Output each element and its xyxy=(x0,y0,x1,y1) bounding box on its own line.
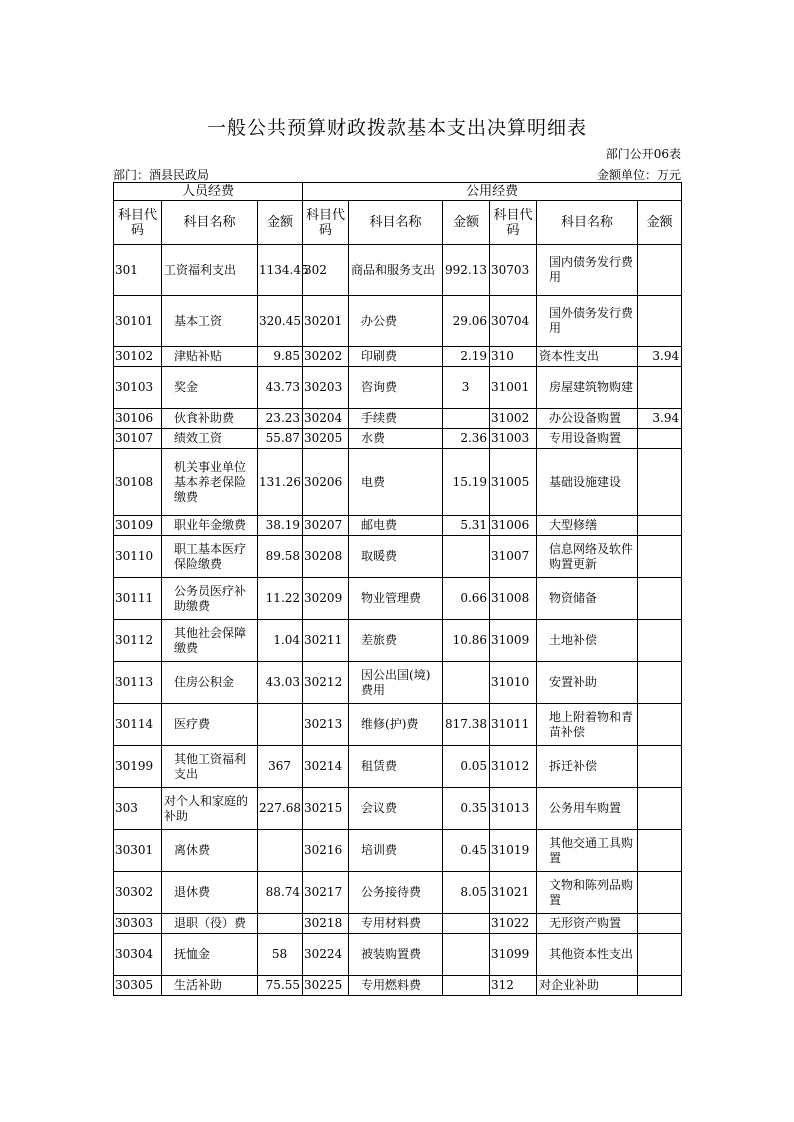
subject-code: 31006 xyxy=(490,516,537,536)
subject-code: 30204 xyxy=(303,409,349,429)
subject-code: 30107 xyxy=(114,429,162,449)
subject-code: 30103 xyxy=(114,367,162,409)
header-code: 科目代码 xyxy=(303,201,349,245)
subject-name: 生活补助 xyxy=(162,976,258,996)
subject-name: 文物和陈列品购置 xyxy=(537,872,638,914)
subject-name: 水费 xyxy=(349,429,443,449)
subject-name: 基础设施建设 xyxy=(537,449,638,516)
amount xyxy=(638,536,682,578)
subject-name: 办公费 xyxy=(349,296,443,347)
subject-code: 30209 xyxy=(303,578,349,620)
subject-code: 31007 xyxy=(490,536,537,578)
table-row xyxy=(114,367,682,409)
amount xyxy=(638,788,682,830)
table-row xyxy=(114,536,682,578)
amount xyxy=(638,245,682,296)
subject-name: 公务员医疗补助缴费 xyxy=(162,578,258,620)
subject-name: 住房公积金 xyxy=(162,662,258,704)
page-title: 一般公共预算财政拨款基本支出决算明细表 xyxy=(206,117,587,139)
amount xyxy=(638,429,682,449)
amount: 0.66 xyxy=(443,578,490,620)
subject-name: 绩效工资 xyxy=(162,429,258,449)
header-name: 科目名称 xyxy=(162,201,258,245)
subject-name: 职工基本医疗保险缴费 xyxy=(162,536,258,578)
subject-code: 30301 xyxy=(114,830,162,872)
table-row xyxy=(114,516,682,536)
amount xyxy=(443,662,490,704)
header-amount: 金额 xyxy=(638,201,682,245)
subject-code: 31003 xyxy=(490,429,537,449)
amount: 0.45 xyxy=(443,830,490,872)
subject-name: 国内债务发行费用 xyxy=(537,245,638,296)
subject-name: 商品和服务支出 xyxy=(349,245,443,296)
subject-name: 其他工资福利支出 xyxy=(162,746,258,788)
subject-name: 退职（役）费 xyxy=(162,914,258,934)
amount xyxy=(638,367,682,409)
subject-name: 对企业补助 xyxy=(537,976,638,996)
amount xyxy=(443,976,490,996)
subject-code: 30102 xyxy=(114,347,162,367)
subject-name: 其他资本性支出 xyxy=(537,934,638,976)
amount: 29.06 xyxy=(443,296,490,347)
subject-code: 302 xyxy=(303,245,349,296)
subject-code: 30201 xyxy=(303,296,349,347)
department-label: 部门：酒县民政局 xyxy=(113,168,210,182)
table-row xyxy=(114,620,682,662)
header-code: 科目代码 xyxy=(490,201,537,245)
amount-unit-label: 金额单位：万元 xyxy=(596,168,681,182)
amount: 131.26 xyxy=(258,449,303,516)
subject-code: 30703 xyxy=(490,245,537,296)
subject-code: 30110 xyxy=(114,536,162,578)
amount xyxy=(443,409,490,429)
amount: 43.73 xyxy=(258,367,303,409)
subject-name: 地上附着物和青苗补偿 xyxy=(537,704,638,746)
amount: 1.04 xyxy=(258,620,303,662)
amount xyxy=(638,976,682,996)
subject-name: 资本性支出 xyxy=(537,347,638,367)
amount xyxy=(443,536,490,578)
subject-name: 津贴补贴 xyxy=(162,347,258,367)
amount: 2.36 xyxy=(443,429,490,449)
subject-name: 咨询费 xyxy=(349,367,443,409)
subject-name: 抚恤金 xyxy=(162,934,258,976)
table-row xyxy=(114,245,682,296)
subject-name: 机关事业单位基本养老保险缴费 xyxy=(162,449,258,516)
subject-code: 31001 xyxy=(490,367,537,409)
subject-name: 邮电费 xyxy=(349,516,443,536)
subject-name: 电费 xyxy=(349,449,443,516)
amount xyxy=(638,914,682,934)
subject-code: 31010 xyxy=(490,662,537,704)
amount xyxy=(638,934,682,976)
amount: 320.45 xyxy=(258,296,303,347)
subject-name: 国外债务发行费用 xyxy=(537,296,638,347)
subject-code: 303 xyxy=(114,788,162,830)
subject-code: 30215 xyxy=(303,788,349,830)
subject-name: 公务用车购置 xyxy=(537,788,638,830)
amount: 11.22 xyxy=(258,578,303,620)
subject-name: 大型修缮 xyxy=(537,516,638,536)
subject-code: 312 xyxy=(490,976,537,996)
subject-code: 31009 xyxy=(490,620,537,662)
subject-code: 31002 xyxy=(490,409,537,429)
subject-code: 30218 xyxy=(303,914,349,934)
header-amount: 金额 xyxy=(258,201,303,245)
amount xyxy=(638,620,682,662)
subject-code: 30202 xyxy=(303,347,349,367)
table-row xyxy=(114,449,682,516)
amount xyxy=(638,449,682,516)
amount: 9.85 xyxy=(258,347,303,367)
subject-name: 专用材料费 xyxy=(349,914,443,934)
subject-name: 物业管理费 xyxy=(349,578,443,620)
subject-code: 31008 xyxy=(490,578,537,620)
subject-code: 31021 xyxy=(490,872,537,914)
table-row xyxy=(114,934,682,976)
subject-name: 专用燃料费 xyxy=(349,976,443,996)
subject-code: 30205 xyxy=(303,429,349,449)
amount xyxy=(443,914,490,934)
table-row xyxy=(114,409,682,429)
subject-name: 被装购置费 xyxy=(349,934,443,976)
subject-code: 30199 xyxy=(114,746,162,788)
subject-name: 职业年金缴费 xyxy=(162,516,258,536)
subject-name: 工资福利支出 xyxy=(162,245,258,296)
amount: 0.35 xyxy=(443,788,490,830)
section-public: 公用经费 xyxy=(303,183,682,201)
table-row xyxy=(114,830,682,872)
amount xyxy=(638,872,682,914)
section-personnel: 人员经费 xyxy=(114,183,303,201)
subject-name: 专用设备购置 xyxy=(537,429,638,449)
amount xyxy=(638,578,682,620)
subject-name: 公务接待费 xyxy=(349,872,443,914)
subject-code: 30108 xyxy=(114,449,162,516)
form-number: 部门公开06表 xyxy=(605,147,681,161)
table-row xyxy=(114,746,682,788)
subject-name: 医疗费 xyxy=(162,704,258,746)
subject-code: 30302 xyxy=(114,872,162,914)
subject-name: 土地补偿 xyxy=(537,620,638,662)
subject-name: 其他交通工具购置 xyxy=(537,830,638,872)
subject-code: 30113 xyxy=(114,662,162,704)
subject-code: 31019 xyxy=(490,830,537,872)
amount: 5.31 xyxy=(443,516,490,536)
amount: 0.05 xyxy=(443,746,490,788)
subject-code: 30305 xyxy=(114,976,162,996)
table-row xyxy=(114,788,682,830)
subject-name: 退休费 xyxy=(162,872,258,914)
amount: 992.13 xyxy=(443,245,490,296)
header-amount: 金额 xyxy=(443,201,490,245)
amount: 2.19 xyxy=(443,347,490,367)
subject-name: 安置补助 xyxy=(537,662,638,704)
subject-name: 维修(护)费 xyxy=(349,704,443,746)
table-row xyxy=(114,429,682,449)
amount: 10.86 xyxy=(443,620,490,662)
subject-name: 物资储备 xyxy=(537,578,638,620)
subject-code: 30208 xyxy=(303,536,349,578)
subject-code: 30217 xyxy=(303,872,349,914)
subject-code: 30106 xyxy=(114,409,162,429)
table-row xyxy=(114,914,682,934)
amount: 55.87 xyxy=(258,429,303,449)
amount: 817.38 xyxy=(443,704,490,746)
subject-name: 印刷费 xyxy=(349,347,443,367)
subject-code: 30303 xyxy=(114,914,162,934)
subject-name: 培训费 xyxy=(349,830,443,872)
amount xyxy=(258,914,303,934)
subject-name: 拆迁补偿 xyxy=(537,746,638,788)
subject-name: 其他社会保障缴费 xyxy=(162,620,258,662)
header-name: 科目名称 xyxy=(349,201,443,245)
header-code: 科目代码 xyxy=(114,201,162,245)
amount xyxy=(638,662,682,704)
subject-code: 31005 xyxy=(490,449,537,516)
amount: 43.03 xyxy=(258,662,303,704)
amount: 75.55 xyxy=(258,976,303,996)
table-row xyxy=(114,347,682,367)
amount: 1134.45 xyxy=(258,245,303,296)
subject-code: 31012 xyxy=(490,746,537,788)
subject-code: 31013 xyxy=(490,788,537,830)
amount: 8.05 xyxy=(443,872,490,914)
subject-code: 30213 xyxy=(303,704,349,746)
subject-name: 会议费 xyxy=(349,788,443,830)
table-row xyxy=(114,976,682,996)
table-row xyxy=(114,578,682,620)
amount: 3 xyxy=(443,367,490,409)
amount xyxy=(638,830,682,872)
amount xyxy=(638,704,682,746)
subject-code: 30212 xyxy=(303,662,349,704)
amount: 367 xyxy=(258,746,303,788)
subject-name: 伙食补助费 xyxy=(162,409,258,429)
subject-name: 手续费 xyxy=(349,409,443,429)
subject-name: 办公设备购置 xyxy=(537,409,638,429)
table-row xyxy=(114,296,682,347)
subject-name: 对个人和家庭的补助 xyxy=(162,788,258,830)
subject-code: 31011 xyxy=(490,704,537,746)
amount xyxy=(443,934,490,976)
subject-name: 取暖费 xyxy=(349,536,443,578)
subject-name: 离休费 xyxy=(162,830,258,872)
amount xyxy=(258,830,303,872)
subject-name: 无形资产购置 xyxy=(537,914,638,934)
amount xyxy=(258,704,303,746)
table-row xyxy=(114,704,682,746)
amount xyxy=(638,516,682,536)
subject-code: 30111 xyxy=(114,578,162,620)
subject-name: 信息网络及软件购置更新 xyxy=(537,536,638,578)
subject-code: 301 xyxy=(114,245,162,296)
subject-code: 30304 xyxy=(114,934,162,976)
subject-code: 30211 xyxy=(303,620,349,662)
header-name: 科目名称 xyxy=(537,201,638,245)
subject-code: 30225 xyxy=(303,976,349,996)
subject-code: 31099 xyxy=(490,934,537,976)
subject-name: 奖金 xyxy=(162,367,258,409)
amount xyxy=(638,296,682,347)
subject-code: 30203 xyxy=(303,367,349,409)
subject-code: 30114 xyxy=(114,704,162,746)
amount: 3.94 xyxy=(638,409,682,429)
table-row xyxy=(114,662,682,704)
table-row xyxy=(114,872,682,914)
subject-name: 因公出国(境)费用 xyxy=(349,662,443,704)
subject-code: 31022 xyxy=(490,914,537,934)
amount: 88.74 xyxy=(258,872,303,914)
subject-code: 30206 xyxy=(303,449,349,516)
subject-code: 30109 xyxy=(114,516,162,536)
subject-name: 租赁费 xyxy=(349,746,443,788)
subject-code: 30216 xyxy=(303,830,349,872)
amount: 58 xyxy=(258,934,303,976)
amount: 23.23 xyxy=(258,409,303,429)
amount: 227.68 xyxy=(258,788,303,830)
subject-code: 310 xyxy=(490,347,537,367)
amount xyxy=(638,746,682,788)
subject-name: 房屋建筑物购建 xyxy=(537,367,638,409)
subject-code: 30207 xyxy=(303,516,349,536)
amount: 38.19 xyxy=(258,516,303,536)
amount: 89.58 xyxy=(258,536,303,578)
subject-name: 基本工资 xyxy=(162,296,258,347)
subject-code: 30112 xyxy=(114,620,162,662)
subject-name: 差旅费 xyxy=(349,620,443,662)
amount: 3.94 xyxy=(638,347,682,367)
subject-code: 30214 xyxy=(303,746,349,788)
subject-code: 30704 xyxy=(490,296,537,347)
subject-code: 30224 xyxy=(303,934,349,976)
expenditure-table xyxy=(113,182,682,996)
subject-code: 30101 xyxy=(114,296,162,347)
amount: 15.19 xyxy=(443,449,490,516)
